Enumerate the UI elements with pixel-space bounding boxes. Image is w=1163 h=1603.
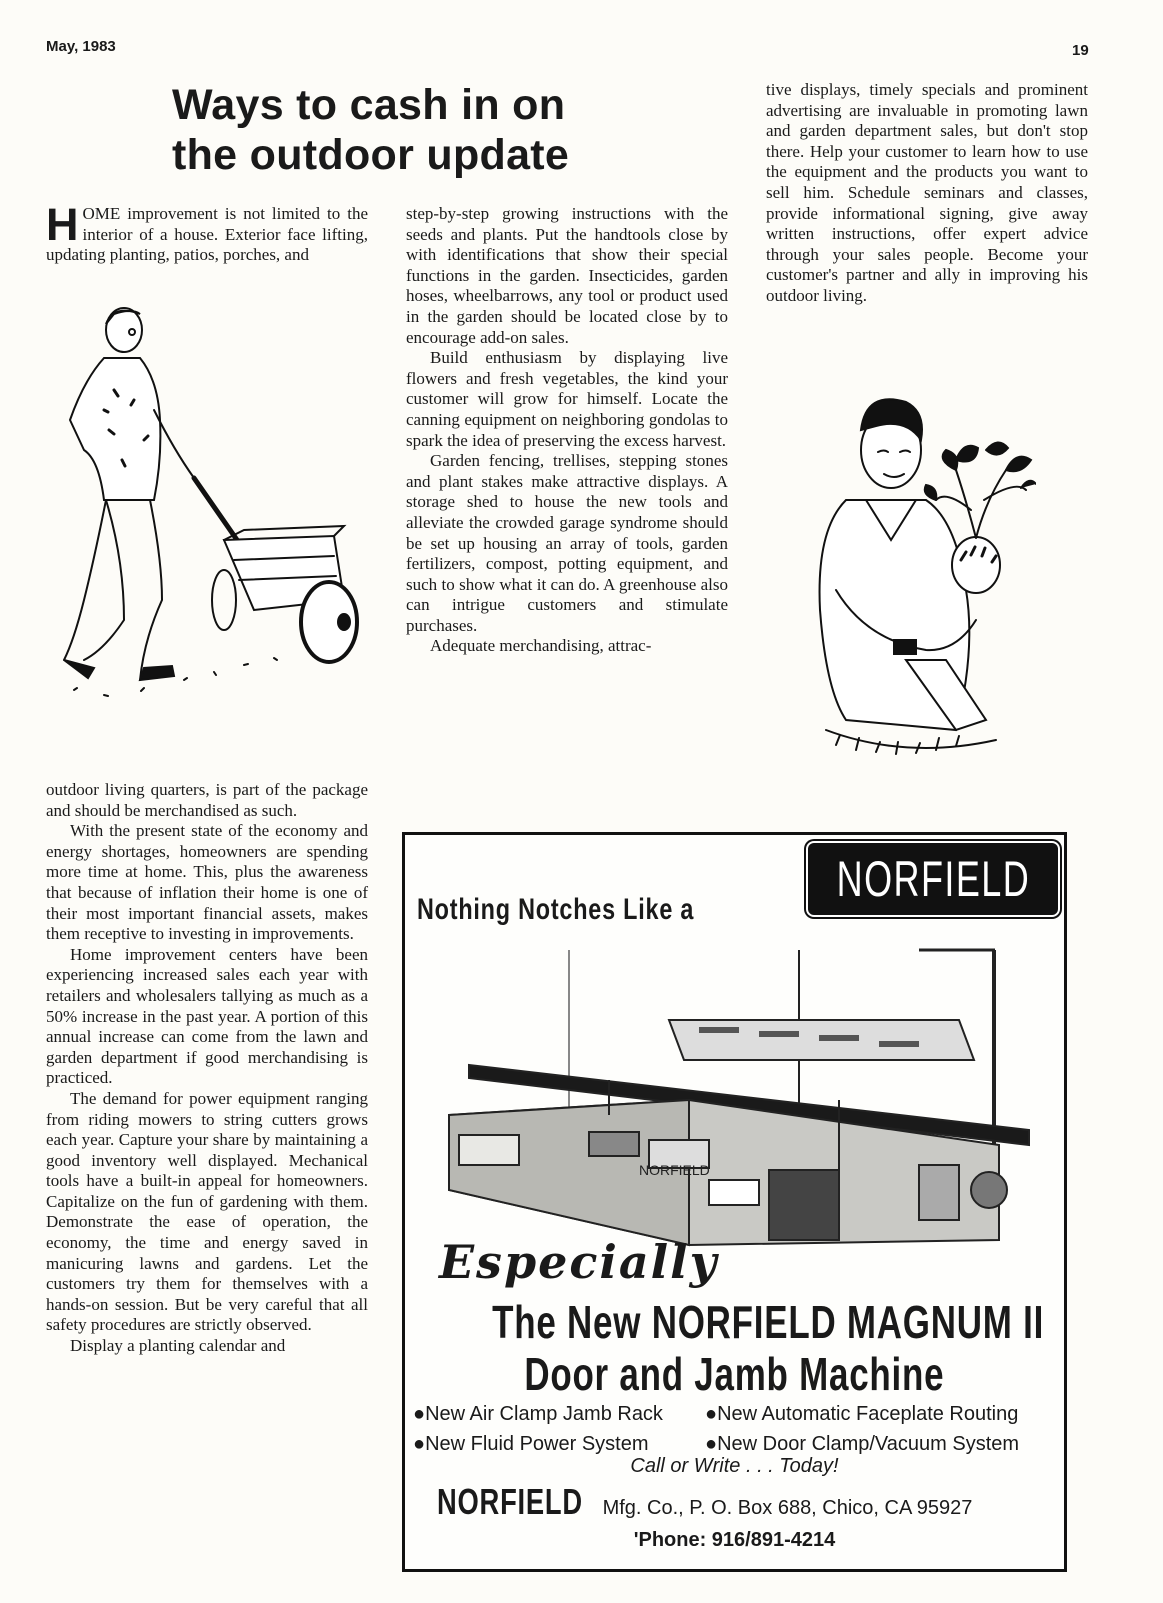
feature-2: ●New Automatic Faceplate Routing — [705, 1403, 1019, 1425]
lead-paragraph — [46, 199, 368, 266]
col1-para-3: Home improvement centers have been experiencing increased sales each year with retailers and wholesalers tallying as much as a 50% increase in the past year. A portion of this annual increase can come from the lawn and garden department if good merchandising is practiced. — [46, 944, 368, 1088]
col2-para-3: Garden fencing, trellises, stepping stones and plant stakes make attractive displays. A storage shed to house the new tools and alleviate the crowded garage syndrome should be set up housing an array of tools, garden fertilizers, compost, potting equipment, and such to show what it can do. A greenhouse also can intrigue customers and stimulate purchases. — [406, 451, 728, 635]
ad-headline-1: The New NORFIELD MAGNUM II — [492, 1296, 1045, 1348]
article-title — [172, 80, 632, 180]
title-line-2: the outdoor update — [172, 131, 570, 179]
col1-para-1: outdoor living quarters, is part of the package and should be merchandised as such. — [46, 780, 368, 820]
ad-tagline: Nothing Notches Like a — [417, 893, 695, 926]
especially-script: Especially — [439, 1235, 719, 1289]
col2-para-2: Build enthusiasm by displaying live flowers and fresh vegetables, the kind your customer will grow for himself. Locate the canning equipment on neighboring gondolas to spark the idea of preserving the excess harvest. — [406, 348, 728, 450]
col1-para-5: Display a planting calendar and — [70, 1336, 286, 1356]
drop-cap: H — [46, 199, 79, 250]
address-text: Mfg. Co., P. O. Box 688, Chico, CA 95927 — [602, 1497, 973, 1519]
man-holding-plant-illustration — [806, 390, 1036, 790]
column-3 — [766, 80, 1088, 307]
ad-headline-2: Door and Jamb Machine — [524, 1348, 945, 1400]
col1-para-2: With the present state of the economy and energy shortages, homeowners are spending more time at home. This, plus the awareness that because of inflation their home is one of their most important financial assets, makes them receptive to investing in improvements. — [46, 821, 368, 944]
issue-date: May, 1983 — [46, 38, 116, 55]
column-1-bottom — [46, 780, 368, 1357]
bullet-icon: ● — [705, 1433, 718, 1455]
norfield-logo — [808, 843, 1058, 915]
col1-para-4: The demand for power equipment ranging from riding mowers to string cutters grows each year. Capture your share by maintaining a good inventory well displayed. Mechanical tools have a built-in appeal for homeowners. Capitalize on the fun of gardening with them. Demonstrate the ease of operation, the economy, the time and energy saved in manicuring lawns and gardens. Let the customers try them for themselves with a hands-on session. But be very careful that all safety procedures are strictly observed. — [46, 1088, 368, 1335]
lead-text: OME improvement is not limited to the interior of a house. Exterior face lifting, updating planting, patios, porches, and — [46, 204, 368, 265]
column-1-top — [46, 199, 368, 266]
col2-para-4: Adequate merchandising, attrac- — [430, 636, 652, 656]
column-2 — [406, 204, 728, 657]
norfield-advertisement — [402, 832, 1067, 1572]
feature-4: ●New Door Clamp/Vacuum System — [705, 1433, 1020, 1455]
title-line-1: Ways to cash in on — [172, 81, 566, 129]
feature-1: ●New Air Clamp Jamb Rack — [413, 1403, 663, 1425]
machine-label: NORFIELD — [639, 1162, 710, 1178]
man-with-spreader-illustration — [44, 300, 374, 740]
col2-para-1: step-by-step growing instructions with the seeds and plants. Put the handtools close by with identifications that show their special functions in the garden. Insecticides, garden hoses, wheelbarrows, any tool or product used in the garden should be located close by to encourage add-on sales. — [406, 204, 728, 347]
feature-3: ●New Fluid Power System — [413, 1433, 649, 1455]
brand-name: NORFIELD — [437, 1481, 583, 1522]
bullet-icon: ● — [413, 1403, 426, 1425]
page-number: 19 — [1072, 42, 1089, 59]
logo-text: NORFIELD — [836, 851, 1030, 907]
call-to-action: Call or Write . . . Today! — [630, 1455, 839, 1477]
bullet-icon: ● — [705, 1403, 718, 1425]
bullet-icon: ● — [413, 1433, 426, 1455]
col3-para-1: tive displays, timely specials and prominent advertising are invaluable in promoting lawn and garden department sales, but don't stop there. Help your customer to learn how to use the equipment and the products you want to sell him. Schedule seminars and classes, provide informational signing, give away written instructions, offer expert advice through your sales people. Become your customer's partner and ally in improving his outdoor living. — [766, 80, 1088, 305]
company-phone: 'Phone: 916/891-4214 — [633, 1529, 836, 1551]
door-jamb-machine-photo — [439, 940, 1039, 1250]
company-address — [437, 1481, 972, 1523]
